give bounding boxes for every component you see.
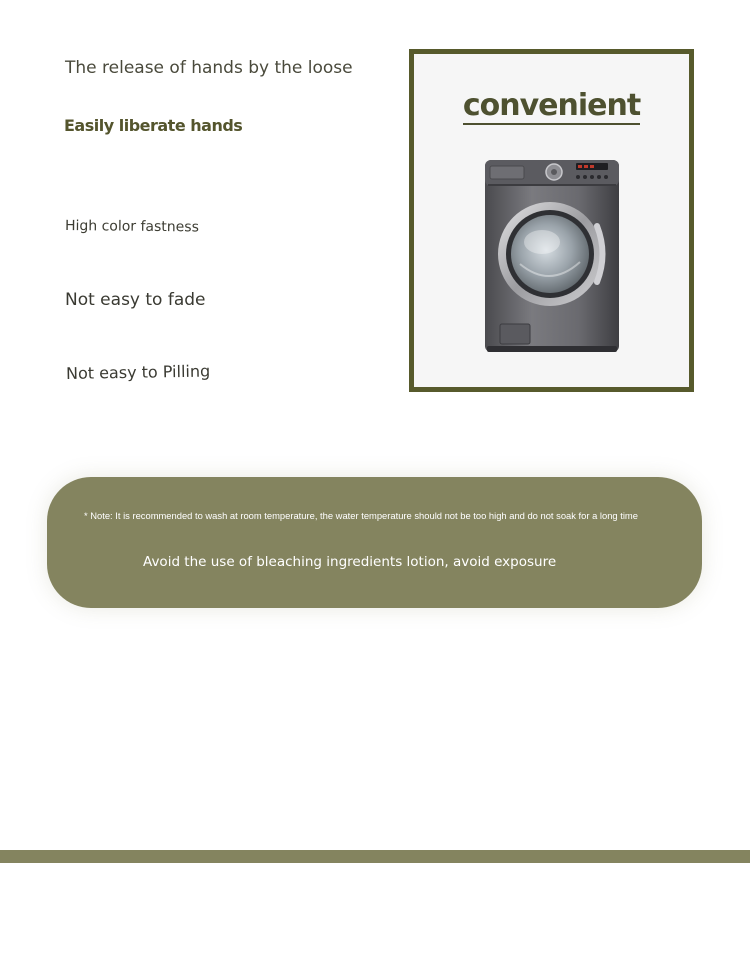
feature-line-liberate: Easily liberate hands bbox=[64, 116, 243, 135]
product-card bbox=[409, 49, 694, 392]
product-card-title bbox=[414, 88, 689, 123]
feature-line-fade: Not easy to fade bbox=[65, 290, 206, 310]
care-note-subtext: Avoid the use of bleaching ingredients lotion, avoid exposure bbox=[143, 554, 557, 570]
product-card-title-text: convenient bbox=[462, 88, 641, 123]
care-note-text: * Note: It is recommended to wash at room temperature, the water temperature should not be too high and do not soak for a long time bbox=[84, 510, 638, 521]
care-note-box bbox=[47, 477, 702, 608]
bottom-divider-bar bbox=[0, 850, 750, 863]
feature-line-color-fastness: High color fastness bbox=[64, 218, 199, 236]
feature-line-pilling: Not easy to Pilling bbox=[65, 361, 211, 383]
feature-line-release: The release of hands by the loose bbox=[65, 58, 353, 78]
washing-machine-icon bbox=[480, 154, 624, 358]
